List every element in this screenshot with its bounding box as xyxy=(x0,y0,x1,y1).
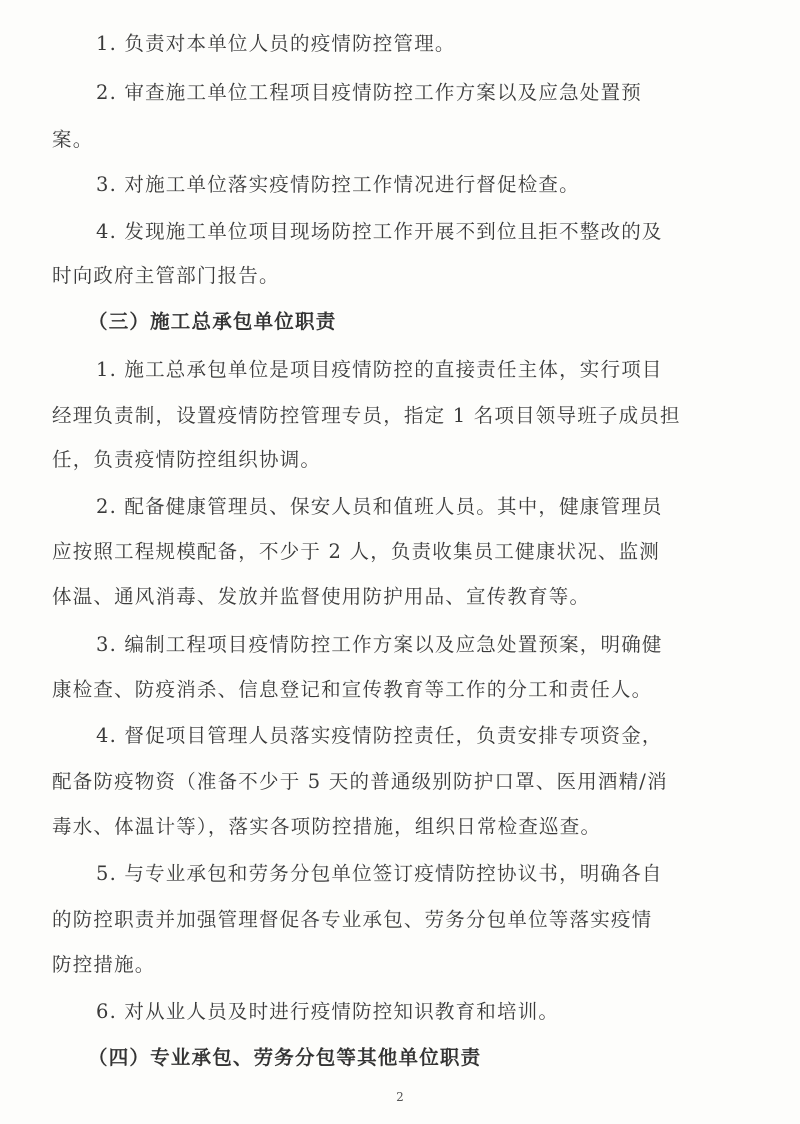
paragraph-line: 毒水、体温计等），落实各项防控措施，组织日常检查巡查。 xyxy=(52,815,602,838)
paragraph-line: 配备防疫物资（准备不少于 5 天的普通级别防护口罩、医用酒精/消 xyxy=(52,770,668,793)
paragraph-line: 案。 xyxy=(52,128,94,151)
paragraph-line: 6. 对从业人员及时进行疫情防控知识教育和培训。 xyxy=(96,1000,560,1023)
paragraph-line: 1. 施工总承包单位是项目疫情防控的直接责任主体，实行项目 xyxy=(96,358,663,381)
paragraph-line: 2. 审查施工单位工程项目疫情防控工作方案以及应急处置预 xyxy=(96,81,642,104)
paragraph-line: 经理负责制，设置疫情防控管理专员，指定 1 名项目领导班子成员担 xyxy=(52,404,681,427)
paragraph-line: 的防控职责并加强管理督促各专业承包、劳务分包单位等落实疫情 xyxy=(52,908,653,931)
paragraph-line: 体温、通风消毒、发放并监督使用防护用品、宣传教育等。 xyxy=(52,585,591,608)
paragraph-line: 1. 负责对本单位人员的疫情防控管理。 xyxy=(96,32,456,55)
paragraph-line: 3. 对施工单位落实疫情防控工作情况进行督促检查。 xyxy=(96,173,580,196)
section-heading: （四）专业承包、劳务分包等其他单位职责 xyxy=(88,1046,482,1069)
paragraph-line: 5. 与专业承包和劳务分包单位签订疫情防控协议书，明确各自 xyxy=(96,862,663,885)
paragraph-line: 应按照工程规模配备，不少于 2 人，负责收集员工健康状况、监测 xyxy=(52,540,661,563)
paragraph-line: 2. 配备健康管理员、保安人员和值班人员。其中，健康管理员 xyxy=(96,495,663,518)
paragraph-line: 时向政府主管部门报告。 xyxy=(52,264,280,287)
paragraph-line: 3. 编制工程项目疫情防控工作方案以及应急处置预案，明确健 xyxy=(96,633,663,656)
page-number: 2 xyxy=(396,1090,404,1104)
section-heading: （三）施工总承包单位职责 xyxy=(88,310,337,333)
paragraph-line: 康检查、防疫消杀、信息登记和宣传教育等工作的分工和责任人。 xyxy=(52,678,653,701)
paragraph-line: 任，负责疫情防控组织协调。 xyxy=(52,448,322,471)
paragraph-line: 4. 督促项目管理人员落实疫情防控责任，负责安排专项资金， xyxy=(96,724,663,747)
paragraph-line: 防控措施。 xyxy=(52,953,156,976)
paragraph-line: 4. 发现施工单位项目现场防控工作开展不到位且拒不整改的及 xyxy=(96,220,663,243)
